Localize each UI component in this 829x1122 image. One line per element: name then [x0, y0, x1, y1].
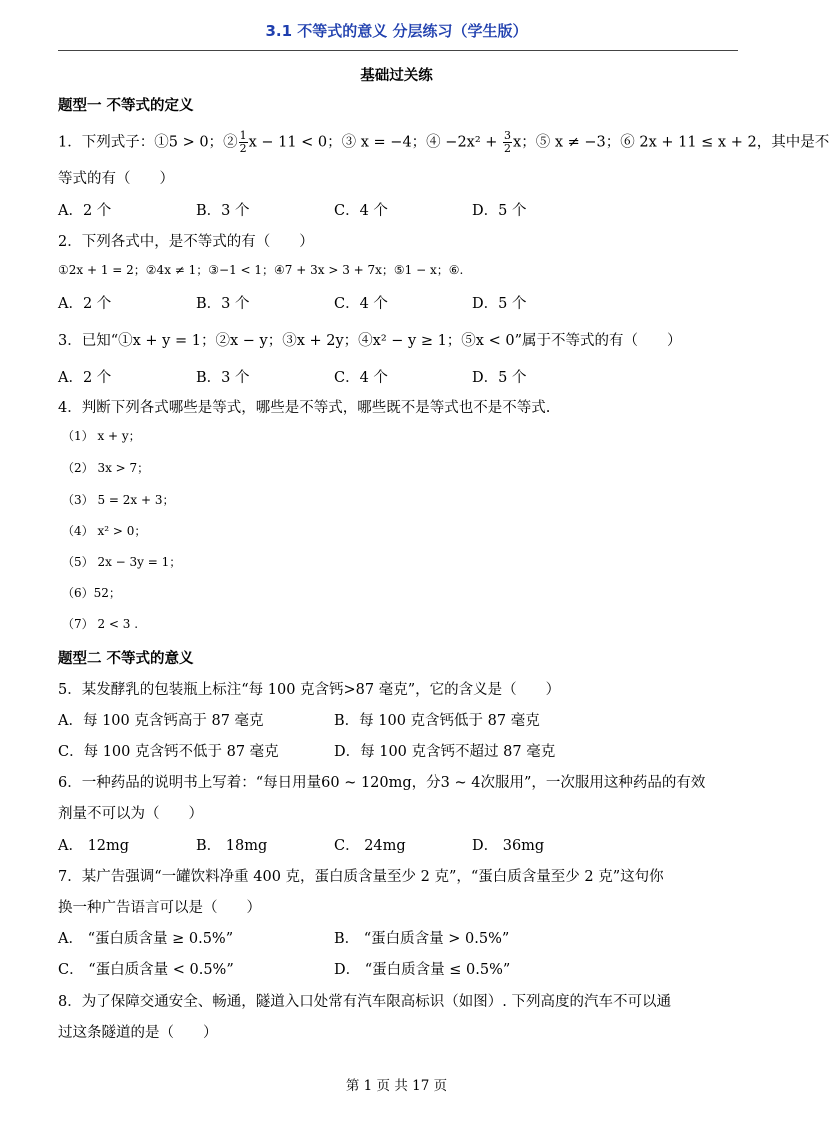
q2-option-a[interactable]: A．2 个: [58, 296, 112, 312]
q6-option-a[interactable]: A． 12mg: [58, 838, 130, 854]
q5-option-d[interactable]: D．每 100 克含钙不超过 87 毫克: [334, 744, 556, 760]
q2-stem: 2．下列各式中，是不等式的有（ ）: [58, 234, 314, 250]
q4-part-6: （6）52；: [62, 586, 121, 600]
q6-line1: 6．一种药品的说明书上写着：“每日用量60 ~ 120mg，分3 ~ 4次服用”，一次服用这种药品的有效: [58, 775, 706, 791]
q1-option-d[interactable]: D．5 个: [472, 203, 527, 219]
page-footer: 第 1 页 共 17 页: [345, 1078, 448, 1094]
q3-option-d[interactable]: D．5 个: [472, 370, 527, 386]
q4-part-7: （7） 2 < 3 .: [62, 617, 139, 631]
q7-option-d[interactable]: D． “蛋白质含量 ≤ 0.5%”: [334, 962, 511, 978]
q2-option-d[interactable]: D．5 个: [472, 296, 527, 312]
q7-option-c[interactable]: C． “蛋白质含量 < 0.5%”: [58, 962, 234, 978]
q4-part-2: （2） 3x > 7；: [62, 461, 150, 475]
q3-option-a[interactable]: A．2 个: [58, 370, 112, 386]
q4-part-4: （4） x² > 0；: [62, 524, 147, 538]
q3-option-b[interactable]: B．3 个: [196, 370, 250, 386]
q7-option-b[interactable]: B． “蛋白质含量 > 0.5%”: [334, 931, 510, 947]
q4-part-1: （1） x + y；: [62, 429, 141, 443]
q1-fraction-b: $\frac{3}{2}$: [504, 129, 512, 155]
section-title: 基础过关练: [360, 68, 433, 84]
q1-line2: 等式的有（ ）: [58, 171, 174, 187]
q6-line2: 剂量不可以为（ ）: [58, 806, 203, 822]
type2-heading: 题型二 不等式的意义: [58, 651, 194, 667]
q5-stem: 5．某发酵乳的包装瓶上标注“每 100 克含钙>87 毫克”，它的含义是（ ）: [58, 682, 561, 698]
q1-prefix: 1．下列式子：: [58, 134, 155, 151]
type1-heading: 题型一 不等式的定义: [58, 98, 194, 114]
q5-option-c[interactable]: C．每 100 克含钙不低于 87 毫克: [58, 744, 279, 760]
q5-option-a[interactable]: A．每 100 克含钙高于 87 毫克: [58, 713, 264, 729]
q2-option-b[interactable]: B．3 个: [196, 296, 250, 312]
q8-line2: 过这条隧道的是（ ）: [58, 1025, 218, 1041]
q6-option-d[interactable]: D． 36mg: [472, 838, 545, 854]
q2-items: ①2x + 1 = 2；②4x ≠ 1；③−1 < 1；④7 + 3x > 3 + 7x；⑤1 − x；⑥.: [58, 263, 464, 277]
q4-stem: 4．判断下列各式哪些是等式，哪些是不等式，哪些既不是等式也不是不等式.: [58, 400, 551, 416]
page-header-title: 3.1 不等式的意义 分层练习（学生版）: [265, 22, 528, 40]
q5-option-b[interactable]: B．每 100 克含钙低于 87 毫克: [334, 713, 540, 729]
q4-part-5: （5） 2x − 3y = 1；: [62, 555, 182, 569]
q4-part-3: （3） 5 = 2x + 3；: [62, 493, 175, 507]
q1-item-2: x − 11 < 0；③ x = −4；④ −2x² +: [248, 134, 503, 151]
q6-option-b[interactable]: B． 18mg: [196, 838, 268, 854]
q1-option-a[interactable]: A．2 个: [58, 203, 112, 219]
q7-option-a[interactable]: A． “蛋白质含量 ≥ 0.5%”: [58, 931, 234, 947]
q3-option-c[interactable]: C．4 个: [334, 370, 388, 386]
q1-option-c[interactable]: C．4 个: [334, 203, 388, 219]
q1-item-3: x；⑤ x ≠ −3；⑥ 2x + 11 ≤ x + 2，其中是不: [513, 134, 829, 151]
q1-fraction-a: $\frac{1}{2}$: [239, 129, 247, 155]
q1-item-1: ②: [223, 134, 238, 151]
q1-item-0: ①5 > 0；: [154, 134, 224, 151]
q8-line1: 8．为了保障交通安全、畅通，隧道入口处常有汽车限高标识（如图）. 下列高度的汽车不可以通: [58, 994, 671, 1010]
q7-line1: 7．某广告强调“一罐饮料净重 400 克，蛋白质含量至少 2 克”，“蛋白质含量至少 2 克”这句你: [58, 869, 664, 885]
q1-option-b[interactable]: B．3 个: [196, 203, 250, 219]
header-divider: [58, 50, 738, 51]
q1-line1: [58, 130, 829, 155]
q3-stem: 3．已知“①x + y = 1；②x − y；③x + 2y；④x² − y ≥ 1；⑤x < 0”属于不等式的有（ ）: [58, 333, 682, 349]
q7-line2: 换一种广告语言可以是（ ）: [58, 900, 261, 916]
q6-option-c[interactable]: C． 24mg: [334, 838, 406, 854]
q2-option-c[interactable]: C．4 个: [334, 296, 388, 312]
